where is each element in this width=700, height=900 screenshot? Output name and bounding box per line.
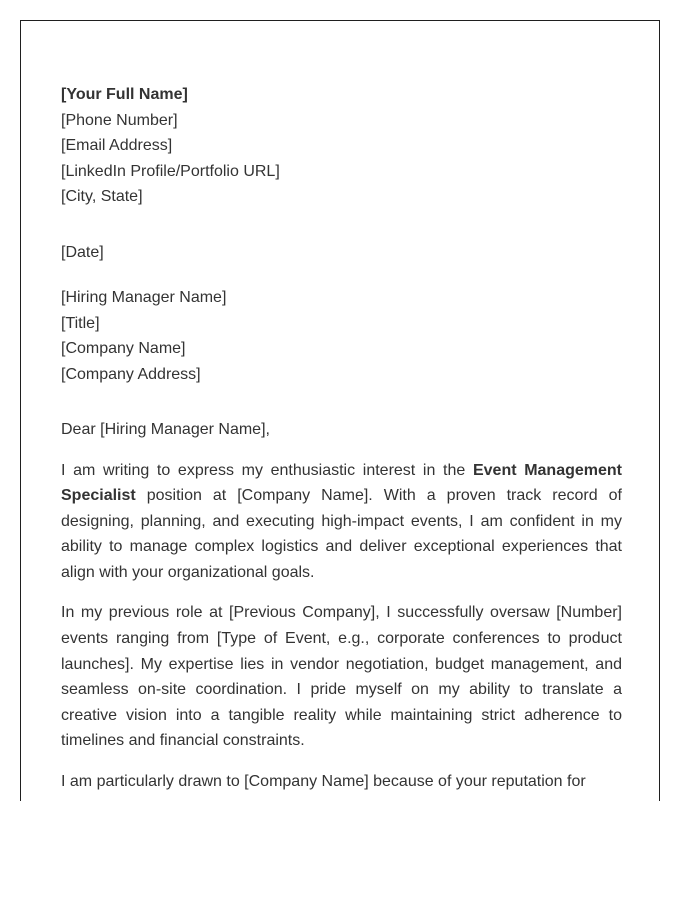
letter-date: [Date] <box>61 243 104 261</box>
position-title: Event Management Specialist <box>61 461 623 505</box>
sender-email: [Email Address] <box>61 137 173 154</box>
sender-phone: [Phone Number] <box>61 111 178 129</box>
paragraph-motivation: I am particularly drawn to [Company Name] because of your reputation for <box>61 773 586 791</box>
recipient-company-address: [Company Address] <box>61 365 201 383</box>
recipient-manager-name: [Hiring Manager Name] <box>61 289 227 306</box>
recipient-company-name: [Company Name] <box>61 340 186 357</box>
letter-body <box>61 82 622 795</box>
paragraph-intro <box>61 458 622 586</box>
sender-full-name: [Your Full Name] <box>61 86 188 103</box>
sender-linkedin: [LinkedIn Profile/Portfolio URL] <box>61 162 280 180</box>
sender-block <box>61 82 622 210</box>
sender-city-state: [City, State] <box>61 188 143 205</box>
salutation: Dear [Hiring Manager Name], <box>61 421 270 438</box>
paragraph-experience: In my previous role at [Previous Company], I successfully oversaw [Number] events ranging from [Type of Event, e.g., corporate conferences to product launches]. My expertise lies in vendor negotiation, budget management, and seamless on-site coordination. I pride myself on my ability to translate a creative vision into a tangible reality while maintaining strict adherence to timelines and financial constraints. <box>61 604 622 750</box>
recipient-title: [Title] <box>61 314 100 332</box>
recipient-block <box>61 285 622 387</box>
paragraph-intro-start: I am writing to express my enthusiastic interest in the <box>61 461 473 479</box>
paragraph-intro-end: position at [Company Name]. With a proven track record of designing, planning, and executing high-impact events, I am confident in my ability to manage complex logistics and deliver exceptional experiences that align with your organizational goals. <box>61 487 622 581</box>
letter-page <box>20 20 660 801</box>
